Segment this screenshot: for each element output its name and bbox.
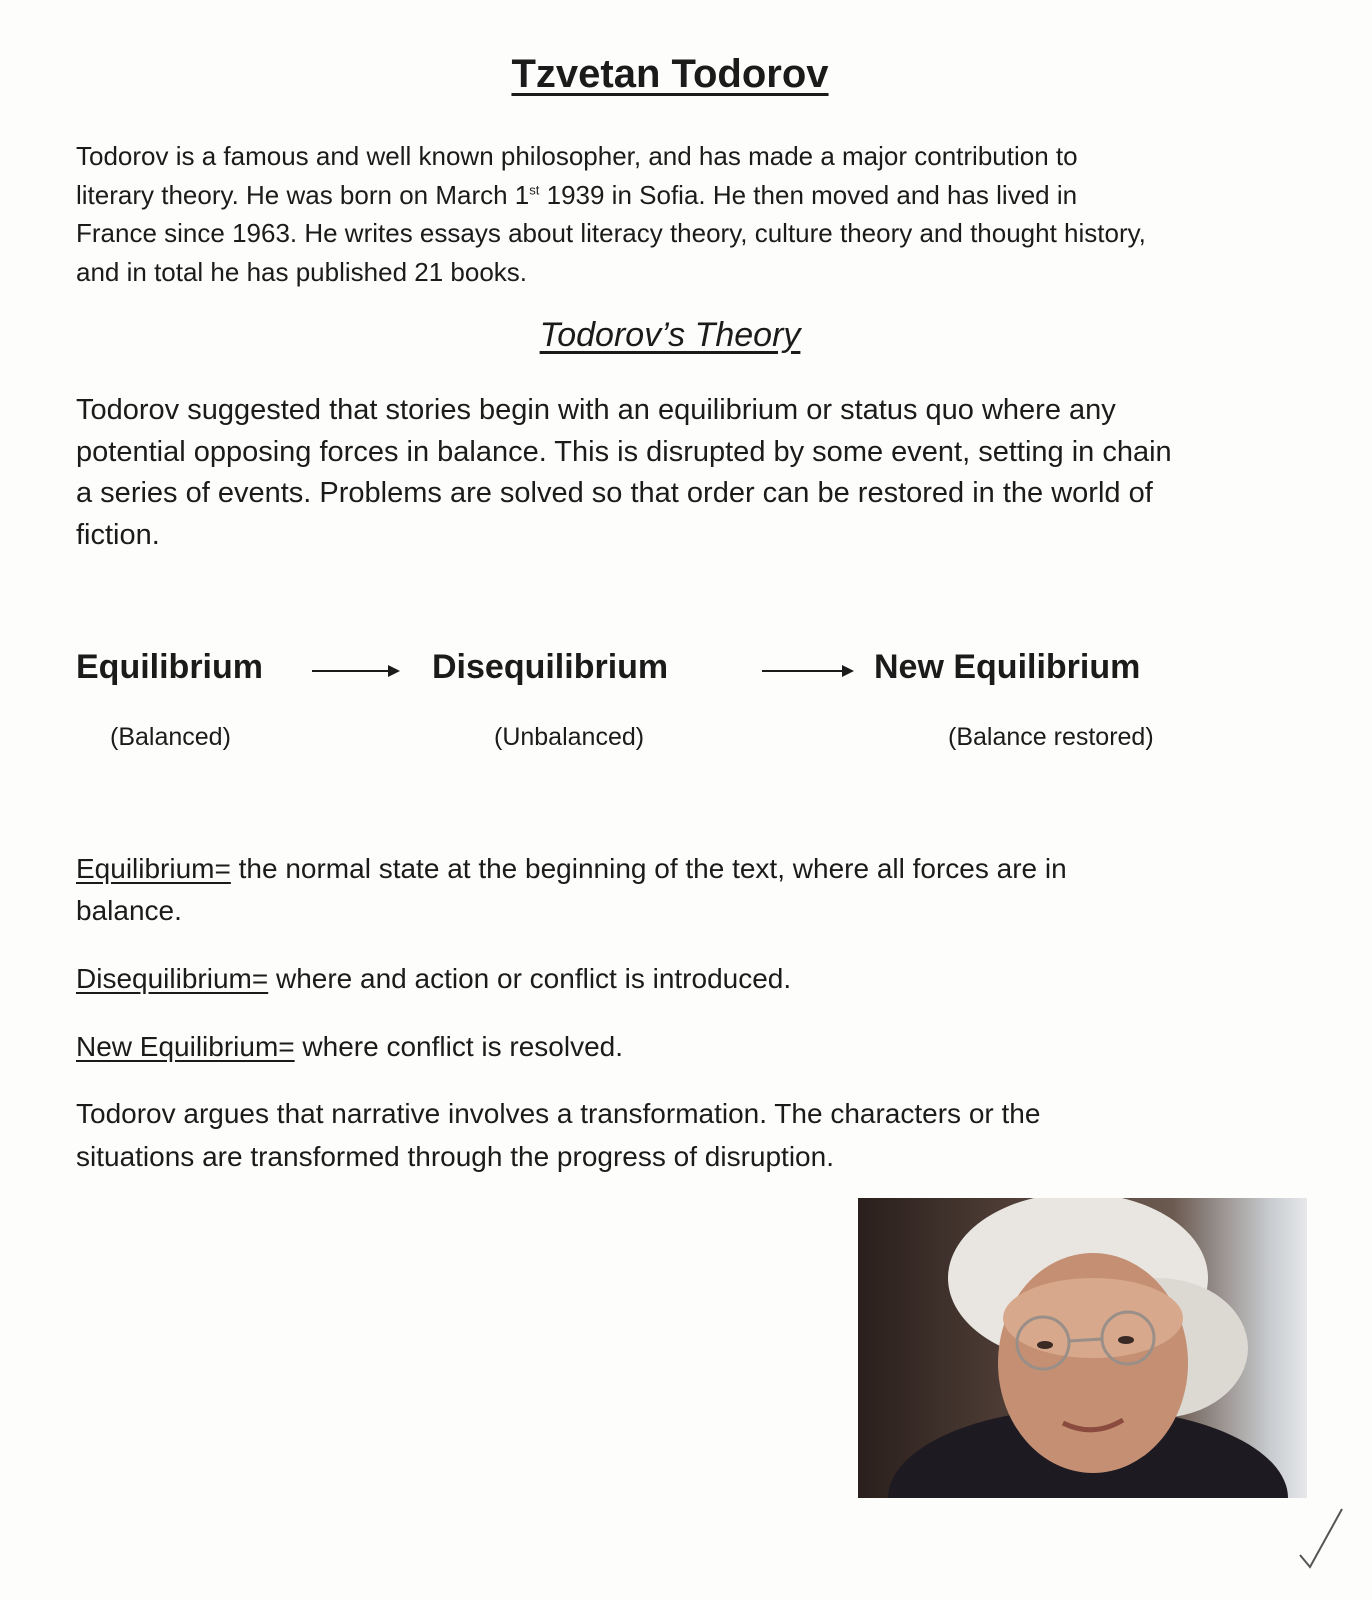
arrow-icon xyxy=(312,670,398,672)
ordinal-suffix: st xyxy=(529,181,540,197)
checkmark-icon xyxy=(1296,1505,1346,1575)
stage-disequilibrium: Disequilibrium xyxy=(432,648,669,686)
arrow-icon xyxy=(762,670,852,672)
stage-equilibrium: Equilibrium xyxy=(76,648,263,686)
intro-line: and in total he has published 21 books. xyxy=(76,256,528,287)
title-text: Tzvetan Todorov xyxy=(511,52,829,96)
conclusion-line: Todorov argues that narrative involves a transformation. The characters or the xyxy=(76,1098,1041,1129)
definition-term: New Equilibrium= xyxy=(76,1031,295,1062)
stage-caption: (Balance restored) xyxy=(948,723,1154,751)
intro-line xyxy=(76,176,1276,215)
page-title xyxy=(0,52,1340,97)
conclusion-paragraph xyxy=(76,1092,1276,1178)
definition-disequilibrium xyxy=(76,958,1276,1000)
intro-paragraph xyxy=(76,137,1276,291)
theory-line: a series of events. Problems are solved so that order can be restored in the world of xyxy=(76,477,1153,509)
section-heading-text: Todorov’s Theory xyxy=(539,316,801,354)
theory-line: fiction. xyxy=(76,518,160,551)
definition-text: where conflict is resolved. xyxy=(294,1031,623,1062)
intro-line-part: 1939 in Sofia. He then moved and has lived in xyxy=(539,179,1078,210)
definition-text: where and action or conflict is introduced. xyxy=(268,963,792,994)
stage-caption: (Balanced) xyxy=(110,723,231,751)
stage-caption: (Unbalanced) xyxy=(494,723,645,751)
definition-text: the normal state at the beginning of the text, where all forces are in xyxy=(230,853,1067,884)
conclusion-line: situations are transformed through the progress of disruption. xyxy=(76,1141,834,1172)
portrait-illustration xyxy=(858,1198,1307,1498)
intro-line-part: literary theory. He was born on March 1 xyxy=(76,179,530,210)
definition-new-equilibrium xyxy=(76,1026,1276,1068)
portrait-photo xyxy=(858,1198,1307,1498)
theory-paragraph xyxy=(76,390,1276,556)
theory-line: Todorov suggested that stories begin with an equilibrium or status quo where any xyxy=(76,394,1116,426)
definition-term: Equilibrium= xyxy=(76,853,231,884)
definition-term: Disequilibrium= xyxy=(76,963,269,994)
stage-new-equilibrium: New Equilibrium xyxy=(874,648,1141,686)
intro-line: Todorov is a famous and well known philosopher, and has made a major contribution to xyxy=(76,141,1078,171)
section-heading xyxy=(0,316,1340,355)
intro-line: France since 1963. He writes essays about literacy theory, culture theory and thought history, xyxy=(76,218,1146,248)
definition-equilibrium xyxy=(76,848,1276,932)
theory-line: potential opposing forces in balance. This is disrupted by some event, setting in chain xyxy=(76,435,1172,468)
definition-text: balance. xyxy=(76,895,182,926)
